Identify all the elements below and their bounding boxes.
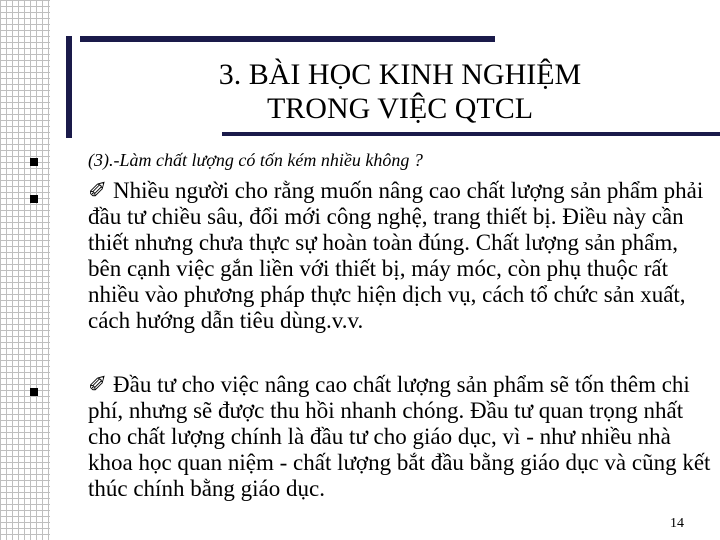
bullet-square-icon	[30, 195, 38, 203]
bullet-square-icon	[30, 388, 38, 396]
slide-title-line-2: TRONG VIỆC QTCL	[266, 92, 534, 125]
decorative-bar-bottom	[222, 132, 720, 136]
bullet-item: ✐ Đầu tư cho việc nâng cao chất lượng sản phẩm sẽ tốn thêm chi phí, nhưng sẽ được thu hồi nhanh chóng. Đầu tư quan trọng nhất cho chất lượng chính là đầu tư cho giáo dục, vì - như nhiều nhà khoa học quan niệm - chất lượng bắt đầu bằng giáo dục và cũng kết thúc chính bằng giáo dục.	[88, 372, 711, 501]
slide-title	[100, 58, 700, 126]
slide-title-line-1: 3. BÀI HỌC KINH NGHIỆM	[218, 58, 582, 91]
bullet-item: ✐ Nhiều người cho rằng muốn nâng cao chất lượng sản phẩm phải đầu tư chiều sâu, đổi mới công nghệ, trang thiết bị. Điều này cần thiết nhưng chưa thực sự hoàn toàn đúng. Chất lượng sản phẩm, bên cạnh việc gắn liền với thiết bị, máy móc, còn phụ thuộc rất nhiều vào phương pháp thực hiện dịch vụ, cách tổ chức sản xuất, cách hướng dẫn tiêu dùng.v.v.	[88, 178, 704, 333]
decorative-bar-top	[80, 36, 495, 42]
decorative-grid-strip	[0, 0, 50, 540]
decorative-bar-left	[66, 36, 72, 138]
page-number: 14	[670, 516, 684, 531]
bullet-square-icon	[30, 158, 38, 166]
bullet-item: (3).-Làm chất lượng có tốn kém nhiều không ?	[88, 150, 423, 170]
